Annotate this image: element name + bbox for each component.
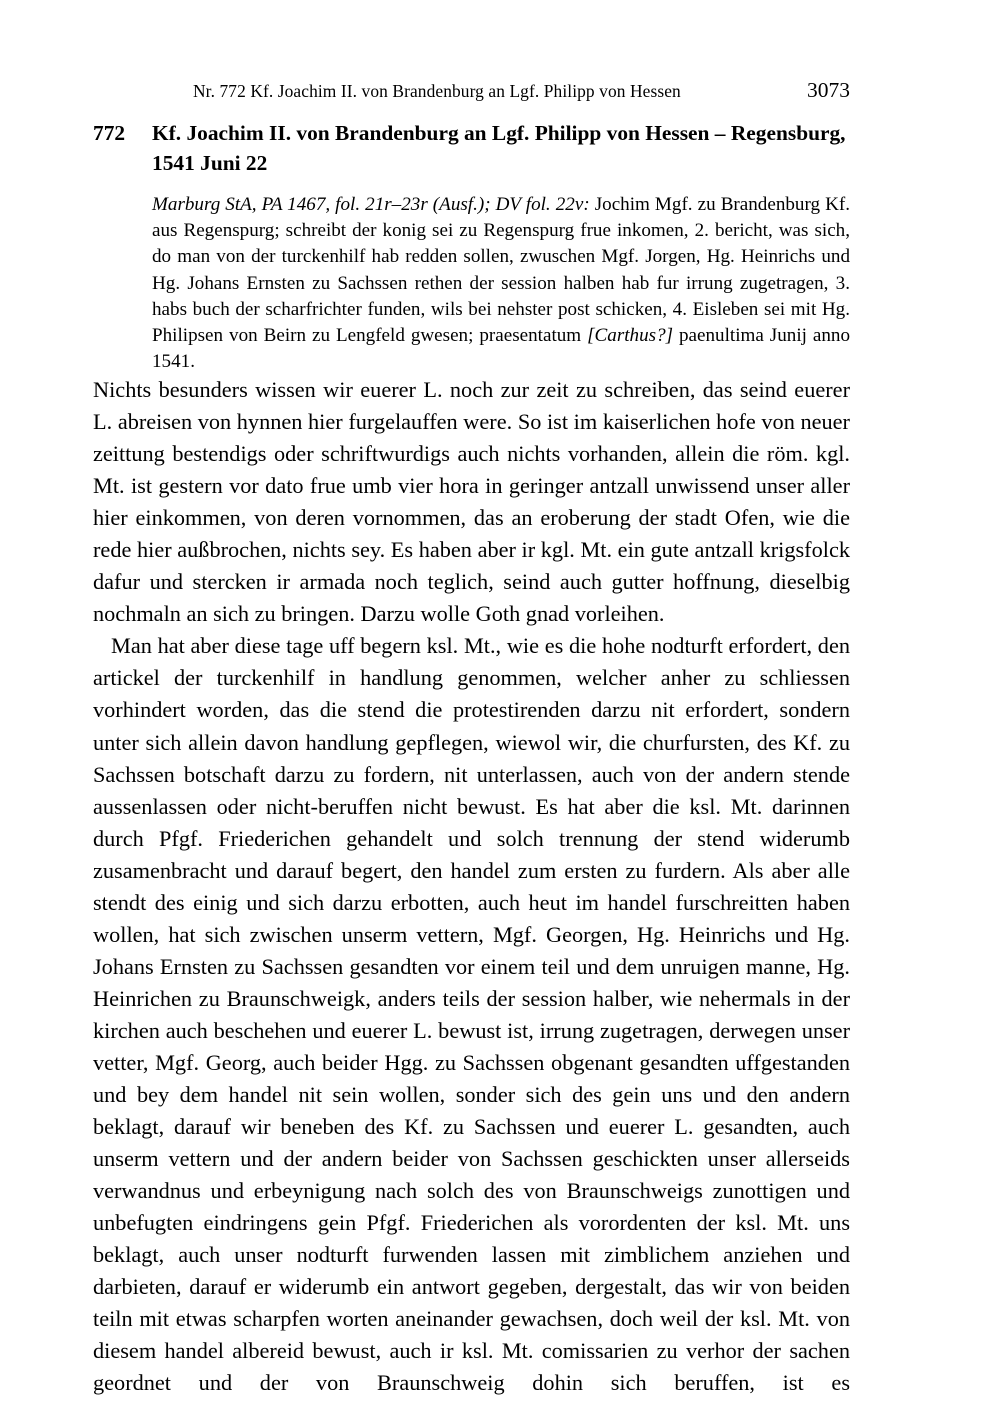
- regest-text-part-2: paenultima Junij anno 1541.: [152, 325, 850, 373]
- regest-italic-insert: [Carthus?]: [587, 325, 674, 347]
- body-paragraph-2: Man hat aber diese tage uff begern ksl. Mt., wie es die hohe nodturft erfordert, den artickel der turckenhilf in handlung genommen, welcher anher zu schliessen vorhindert worden, das die stend die protestirenden darzu nit erfordert, sondern unter sich allein davon handlung gepflegen, wiewol wir, die churfursten, des Kf. zu Sachssen botschaft darzu zu fordern, nit unterlassen, auch von der andern stende aussenlassen oder nicht-beruffen nicht bewust. Es hat aber die ksl. Mt. darinnen durch Pfgf. Friederichen gehandelt und solch trennung der stend widerumb zusamenbracht und darauf begert, den handel zum ersten zu furdern. Als aber alle stendt des einig und sich darzu erbotten, auch heut im handel furschreitten haben wollen, hat sich zwischen unserm vettern, Mgf. Georgen, Hg. Heinrichs und Hg. Johans Ernsten zu Sachssen gesandten vor einem teil und dem unruigen manne, Hg. Heinrichen zu Braunschweigk, anders teils der session halber, wie nehermals in der kirchen auch beschehen und euerer L. bewust ist, irrung zugetragen, derwegen unser vetter, Mgf. Georg, auch beider Hgg. zu Sachssen obgenant gesandten uffgestanden und bey dem handel nit sein wollen, sonder sich des gein uns und den andern beklagt, darauf wir beneben des Kf. zu Sachssen und euerer L. gesandten, auch unserm vettern und der andern beider von Sachssen geschickten unser allerseids verwandnus und erbeynigung nach solch des von Braunschweigs zunottigen und unbefugten eindringens gein Pfgf. Friederichen als vorordenten der ksl. Mt. uns beklagt, auch unser nodturft furwenden lassen mit zimblichem anziehen und darbieten, darauf er widerumb ein antwort gegeben, dergestalt, das wir von beiden teiln mit etwas scharpfen worten aneinander gewachsen, doch weil der ksl. Mt. von diesem handel albereid bewust, auch ir ksl. Mt. comissarien zu verhor der sachen geordnet und der von Braunschweig dohin sich beruffen, ist es: [93, 633, 850, 1396]
- running-header: [93, 78, 850, 104]
- regest-block: [152, 192, 850, 375]
- body-paragraph-1: Nichts besunders wissen wir euerer L. noch zur zeit zu schreiben, das seind euerer L. abreisen von hynnen hier furgelauffen were. So ist im kaiserlichen hofe von neuer zeittung bestendigs oder schriftwurdigs auch nichts vorhanden, allein die röm. kgl. Mt. ist gestern vor dato frue umb vier hora in geringer antzall unwissend unser aller hier einkommen, von deren vornommen, das an eroberung der stadt Ofen, wie die rede hier außbrochen, nichts sey. Es haben aber ir kgl. Mt. ein gute antzall krigsfolck dafur und stercken ir armada noch teglich, seind auch gutter hoffnung, dieselbig nochmaln an sich zu bringen. Darzu wolle Goth gnad vorleihen.: [93, 377, 850, 627]
- document-body: [93, 374, 850, 1400]
- regest-text-part-1: Jochim Mgf. zu Brandenburg Kf. aus Regenspurg; schreibt der konig sei zu Regenspurg frue inkomen, 2. bericht, was sich, do man von der turckenhilf hab redden sollen, zwuschen Mgf. Jorgen, Hg. Heinrichs und Hg. Johans Ernsten zu Sachssen rethen der session halben hab fur irrung zugetragen, 3. habs buch der scharfrichter funden, wils bei nehster post schicken, 4. Eisleben sei mit Hg. Philipsen von Beirn zu Lengfeld gwesen; praesentatum: [152, 194, 850, 347]
- running-header-title: Nr. 772 Kf. Joachim II. von Brandenburg an Lgf. Philipp von Hessen: [193, 81, 681, 101]
- page-number: 3073: [807, 78, 850, 102]
- document-heading: [93, 118, 850, 178]
- source-citation: Marburg StA, PA 1467, fol. 21r–23r (Ausf.); DV fol. 22v:: [152, 194, 590, 215]
- document-number: 772: [93, 121, 126, 145]
- document-title: Kf. Joachim II. von Brandenburg an Lgf. Philipp von Hessen – Regensburg, 1541 Juni 22: [152, 121, 846, 175]
